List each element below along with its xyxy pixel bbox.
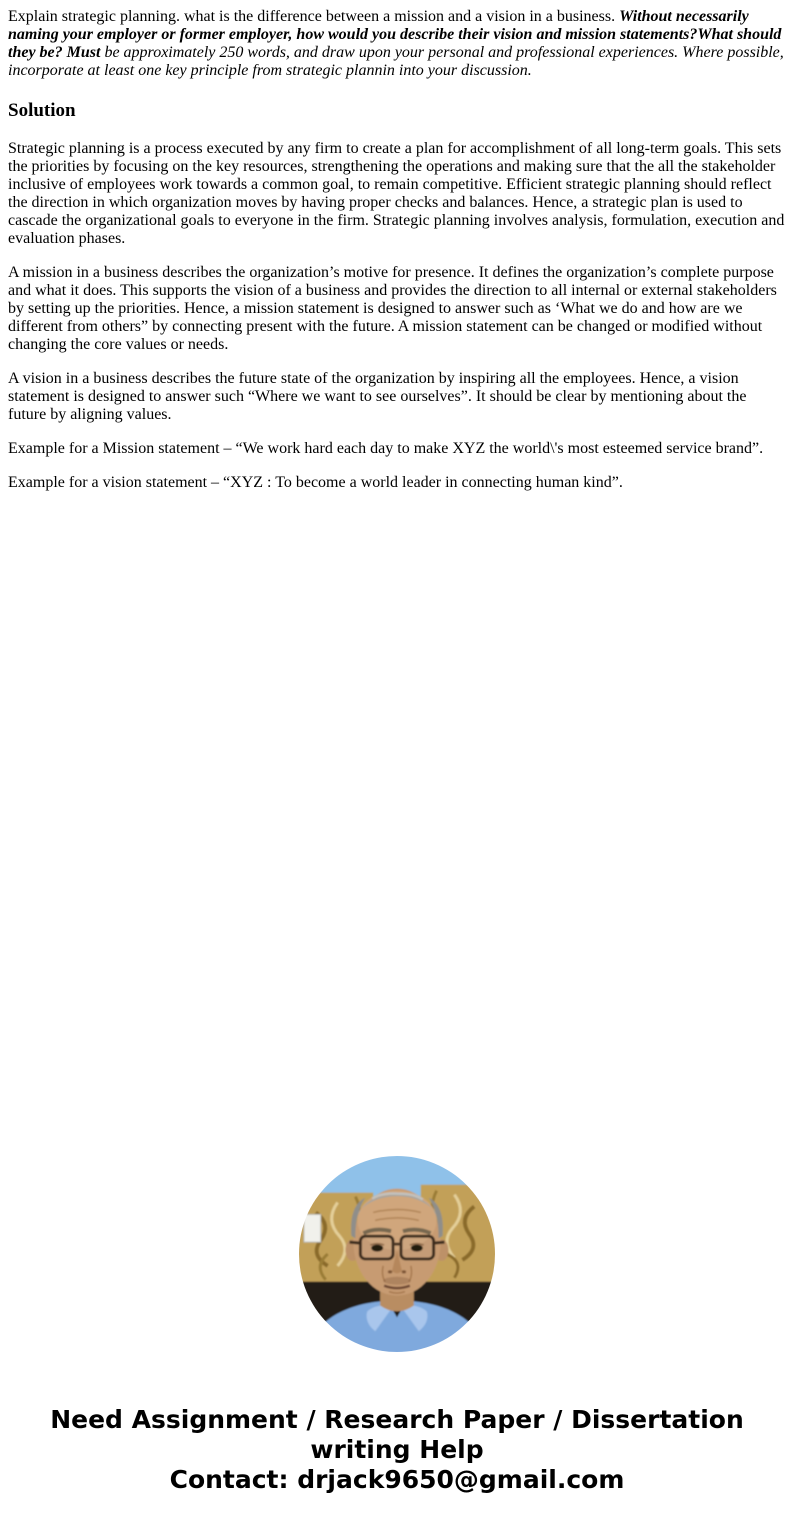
question-paragraph <box>8 8 786 80</box>
solution-paragraph-mission: A mission in a business describes the organization’s motive for presence. It defines the organization’s complete purpose and what it does. This supports the vision of a business and provides the direction to all internal or external stakeholders by setting up the priorities. Hence, a mission statement is designed to answer such as ‘What we do and how are we different from others” by connecting present with the future. A mission statement can be changed or modified without changing the core values or needs. <box>8 264 777 353</box>
footer-contact-line: Contact: drjack9650@gmail.com <box>169 1465 625 1494</box>
footer-line-2: writing Help <box>310 1435 484 1464</box>
example-mission-statement: Example for a Mission statement – “We work hard each day to make XYZ the world\'s most esteemed service brand”. <box>8 440 764 457</box>
solution-paragraph-vision: A vision in a business describes the future state of the organization by inspiring all the employees. Hence, a vision statement is designed to answer such “Where we want to see ourselves”. It should be clear by mentioning about the future by aligning values. <box>8 370 747 423</box>
solution-heading: Solution <box>8 100 76 121</box>
footer-banner <box>8 1405 786 1495</box>
question-text-normal: Explain strategic planning. what is the difference between a mission and a vision in a business. <box>8 8 620 25</box>
question-text-italic: be approximately 250 words, and draw upon your personal and professional experiences. Where possible, incorporate at least one key principle from strategic plannin into your discussion. <box>8 44 784 79</box>
solution-paragraph-strategic-planning: Strategic planning is a process executed by any firm to create a plan for accomplishment of all long-term goals. This sets the priorities by focusing on the key resources, strengthening the operations and making sure that the all the stakeholder inclusive of employees work towards a common goal, to remain competitive. Efficient strategic planning should reflect the direction in which organization moves by having proper checks and balances. Hence, a strategic plan is used to cascade the organizational goals to everyone in the firm. Strategic planning involves analysis, formulation, execution and evaluation phases. <box>8 140 785 247</box>
tutor-avatar-image <box>298 1155 496 1353</box>
example-vision-statement: Example for a vision statement – “XYZ : To become a world leader in connecting human kind”. <box>8 474 623 491</box>
avatar-container <box>8 1155 786 1353</box>
footer-line-1: Need Assignment / Research Paper / Dissertation <box>50 1405 744 1434</box>
question-text-bold-italic: Without necessarily naming your employer or former employer, how would you describe their vision and mission statements?What should they be? Must <box>8 8 782 61</box>
